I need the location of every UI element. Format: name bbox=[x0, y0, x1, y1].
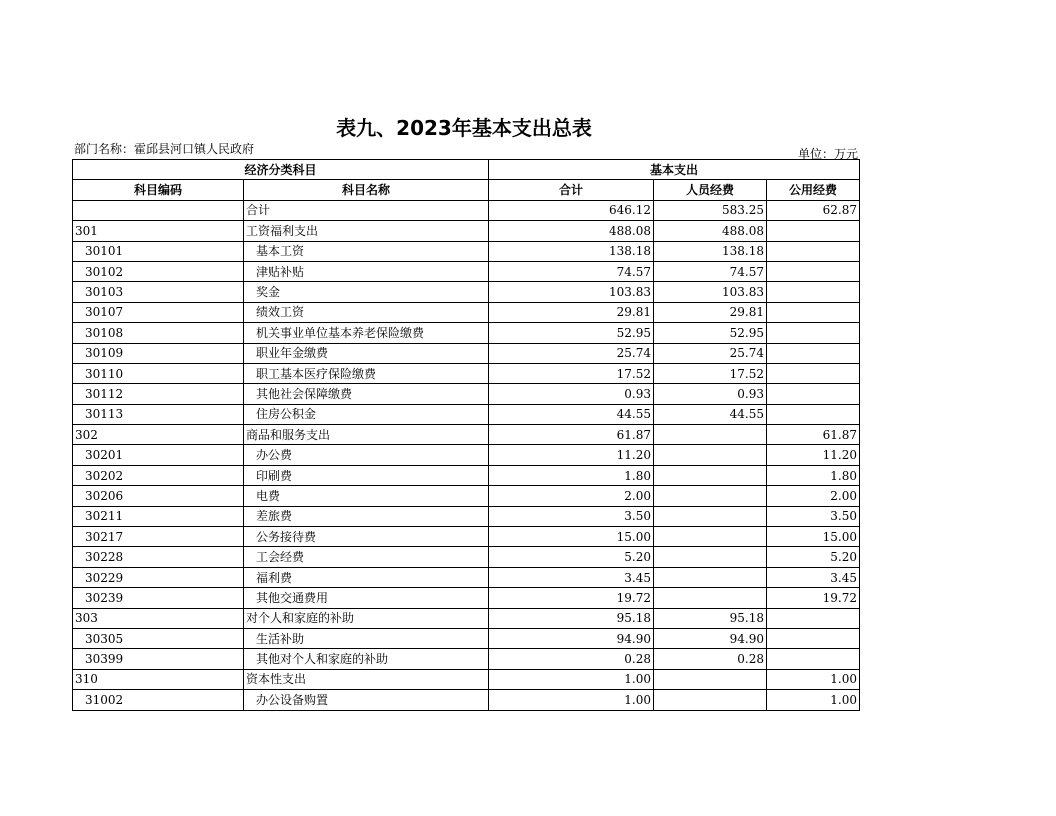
cell-total: 2.00 bbox=[489, 486, 654, 506]
table-row bbox=[73, 669, 860, 689]
table-row bbox=[73, 506, 860, 526]
cell-personnel bbox=[654, 567, 767, 587]
cell-code: 30112 bbox=[73, 384, 244, 404]
cell-public bbox=[767, 608, 860, 628]
cell-total: 0.28 bbox=[489, 649, 654, 669]
cell-personnel bbox=[654, 547, 767, 567]
table-body bbox=[73, 200, 860, 710]
table-row bbox=[73, 200, 860, 220]
table-row bbox=[73, 465, 860, 485]
cell-name: 办公设备购置 bbox=[244, 690, 489, 710]
table-row bbox=[73, 588, 860, 608]
cell-code: 302 bbox=[73, 425, 244, 445]
cell-total: 1.00 bbox=[489, 669, 654, 689]
cell-personnel: 0.93 bbox=[654, 384, 767, 404]
cell-code: 30202 bbox=[73, 465, 244, 485]
cell-name: 其他交通费用 bbox=[244, 588, 489, 608]
cell-name: 津贴补贴 bbox=[244, 261, 489, 281]
cell-personnel: 0.28 bbox=[654, 649, 767, 669]
cell-personnel bbox=[654, 669, 767, 689]
cell-code: 30217 bbox=[73, 527, 244, 547]
cell-total: 488.08 bbox=[489, 221, 654, 241]
cell-public bbox=[767, 649, 860, 669]
cell-personnel: 488.08 bbox=[654, 221, 767, 241]
cell-personnel: 103.83 bbox=[654, 282, 767, 302]
cell-code bbox=[73, 200, 244, 220]
cell-personnel: 52.95 bbox=[654, 323, 767, 343]
cell-total: 25.74 bbox=[489, 343, 654, 363]
cell-personnel: 17.52 bbox=[654, 363, 767, 383]
cell-code: 301 bbox=[73, 221, 244, 241]
department-name: 部门名称：霍邱县河口镇人民政府 bbox=[74, 142, 255, 156]
cell-code: 31002 bbox=[73, 690, 244, 710]
cell-name: 工资福利支出 bbox=[244, 221, 489, 241]
table-row bbox=[73, 628, 860, 648]
cell-total: 5.20 bbox=[489, 547, 654, 567]
cell-personnel bbox=[654, 690, 767, 710]
table-row bbox=[73, 486, 860, 506]
cell-code: 30211 bbox=[73, 506, 244, 526]
cell-public: 2.00 bbox=[767, 486, 860, 506]
header-code: 科目编码 bbox=[73, 180, 244, 200]
cell-public: 15.00 bbox=[767, 527, 860, 547]
cell-code: 30228 bbox=[73, 547, 244, 567]
cell-total: 95.18 bbox=[489, 608, 654, 628]
cell-public: 1.00 bbox=[767, 690, 860, 710]
cell-total: 29.81 bbox=[489, 302, 654, 322]
cell-name: 其他对个人和家庭的补助 bbox=[244, 649, 489, 669]
cell-total: 3.45 bbox=[489, 567, 654, 587]
cell-public bbox=[767, 628, 860, 648]
cell-public: 1.80 bbox=[767, 465, 860, 485]
cell-code: 30399 bbox=[73, 649, 244, 669]
cell-name: 绩效工资 bbox=[244, 302, 489, 322]
cell-public bbox=[767, 404, 860, 424]
cell-name: 办公费 bbox=[244, 445, 489, 465]
table-row bbox=[73, 241, 860, 261]
cell-name: 电费 bbox=[244, 486, 489, 506]
cell-code: 30305 bbox=[73, 628, 244, 648]
table-row bbox=[73, 445, 860, 465]
cell-code: 30113 bbox=[73, 404, 244, 424]
header-group-row bbox=[73, 160, 860, 180]
cell-personnel bbox=[654, 588, 767, 608]
cell-public bbox=[767, 261, 860, 281]
cell-total: 138.18 bbox=[489, 241, 654, 261]
unit-label: 单位：万元 bbox=[797, 147, 858, 161]
cell-name: 生活补助 bbox=[244, 628, 489, 648]
cell-code: 30102 bbox=[73, 261, 244, 281]
cell-total: 44.55 bbox=[489, 404, 654, 424]
cell-public bbox=[767, 221, 860, 241]
cell-public: 5.20 bbox=[767, 547, 860, 567]
cell-public: 3.45 bbox=[767, 567, 860, 587]
cell-code: 30110 bbox=[73, 363, 244, 383]
cell-personnel bbox=[654, 425, 767, 445]
cell-code: 310 bbox=[73, 669, 244, 689]
cell-name: 公务接待费 bbox=[244, 527, 489, 547]
page-title: 表九、2023年基本支出总表 bbox=[336, 116, 592, 140]
cell-name: 对个人和家庭的补助 bbox=[244, 608, 489, 628]
table-row bbox=[73, 302, 860, 322]
cell-total: 11.20 bbox=[489, 445, 654, 465]
cell-personnel bbox=[654, 445, 767, 465]
table-row bbox=[73, 690, 860, 710]
table-row bbox=[73, 404, 860, 424]
header-economic-category: 经济分类科目 bbox=[73, 160, 489, 180]
table-row bbox=[73, 425, 860, 445]
cell-name: 其他社会保障缴费 bbox=[244, 384, 489, 404]
cell-total: 0.93 bbox=[489, 384, 654, 404]
cell-name: 基本工资 bbox=[244, 241, 489, 261]
table-row bbox=[73, 282, 860, 302]
cell-personnel: 29.81 bbox=[654, 302, 767, 322]
cell-public: 3.50 bbox=[767, 506, 860, 526]
cell-total: 19.72 bbox=[489, 588, 654, 608]
cell-personnel: 583.25 bbox=[654, 200, 767, 220]
cell-code: 30101 bbox=[73, 241, 244, 261]
cell-public bbox=[767, 384, 860, 404]
cell-total: 15.00 bbox=[489, 527, 654, 547]
cell-public: 19.72 bbox=[767, 588, 860, 608]
cell-code: 30229 bbox=[73, 567, 244, 587]
cell-personnel bbox=[654, 506, 767, 526]
cell-name: 工会经费 bbox=[244, 547, 489, 567]
cell-public: 11.20 bbox=[767, 445, 860, 465]
cell-personnel: 94.90 bbox=[654, 628, 767, 648]
header-basic-expenditure: 基本支出 bbox=[489, 160, 860, 180]
cell-personnel: 95.18 bbox=[654, 608, 767, 628]
cell-name: 印刷费 bbox=[244, 465, 489, 485]
cell-name: 奖金 bbox=[244, 282, 489, 302]
table-row bbox=[73, 649, 860, 669]
cell-total: 3.50 bbox=[489, 506, 654, 526]
cell-personnel bbox=[654, 486, 767, 506]
table-row bbox=[73, 547, 860, 567]
cell-name: 差旅费 bbox=[244, 506, 489, 526]
cell-name: 福利费 bbox=[244, 567, 489, 587]
cell-public: 61.87 bbox=[767, 425, 860, 445]
cell-total: 103.83 bbox=[489, 282, 654, 302]
table-row bbox=[73, 343, 860, 363]
cell-name: 住房公积金 bbox=[244, 404, 489, 424]
table-row bbox=[73, 384, 860, 404]
table-row bbox=[73, 323, 860, 343]
table-row bbox=[73, 363, 860, 383]
cell-code: 30107 bbox=[73, 302, 244, 322]
cell-code: 30103 bbox=[73, 282, 244, 302]
table-row bbox=[73, 567, 860, 587]
cell-code: 30109 bbox=[73, 343, 244, 363]
cell-personnel: 44.55 bbox=[654, 404, 767, 424]
cell-code: 30201 bbox=[73, 445, 244, 465]
cell-total: 94.90 bbox=[489, 628, 654, 648]
table-row bbox=[73, 527, 860, 547]
header-personnel: 人员经费 bbox=[654, 180, 767, 200]
cell-code: 30108 bbox=[73, 323, 244, 343]
cell-name: 合计 bbox=[244, 200, 489, 220]
cell-total: 1.80 bbox=[489, 465, 654, 485]
table-row bbox=[73, 221, 860, 241]
cell-personnel: 138.18 bbox=[654, 241, 767, 261]
cell-public bbox=[767, 323, 860, 343]
cell-total: 52.95 bbox=[489, 323, 654, 343]
cell-total: 646.12 bbox=[489, 200, 654, 220]
cell-public: 1.00 bbox=[767, 669, 860, 689]
cell-code: 30239 bbox=[73, 588, 244, 608]
cell-total: 74.57 bbox=[489, 261, 654, 281]
cell-total: 17.52 bbox=[489, 363, 654, 383]
table-row bbox=[73, 608, 860, 628]
cell-name: 机关事业单位基本养老保险缴费 bbox=[244, 323, 489, 343]
cell-total: 1.00 bbox=[489, 690, 654, 710]
cell-public bbox=[767, 302, 860, 322]
cell-public bbox=[767, 241, 860, 261]
cell-public: 62.87 bbox=[767, 200, 860, 220]
cell-public bbox=[767, 363, 860, 383]
cell-total: 61.87 bbox=[489, 425, 654, 445]
cell-name: 资本性支出 bbox=[244, 669, 489, 689]
cell-public bbox=[767, 343, 860, 363]
table-row bbox=[73, 261, 860, 281]
header-name: 科目名称 bbox=[244, 180, 489, 200]
cell-name: 职业年金缴费 bbox=[244, 343, 489, 363]
cell-code: 30206 bbox=[73, 486, 244, 506]
cell-personnel: 74.57 bbox=[654, 261, 767, 281]
cell-name: 商品和服务支出 bbox=[244, 425, 489, 445]
cell-name: 职工基本医疗保险缴费 bbox=[244, 363, 489, 383]
expenditure-table bbox=[72, 159, 860, 711]
cell-personnel: 25.74 bbox=[654, 343, 767, 363]
header-column-row bbox=[73, 180, 860, 200]
cell-public bbox=[767, 282, 860, 302]
header-public: 公用经费 bbox=[767, 180, 860, 200]
cell-personnel bbox=[654, 527, 767, 547]
cell-personnel bbox=[654, 465, 767, 485]
cell-code: 303 bbox=[73, 608, 244, 628]
header-total: 合计 bbox=[489, 180, 654, 200]
